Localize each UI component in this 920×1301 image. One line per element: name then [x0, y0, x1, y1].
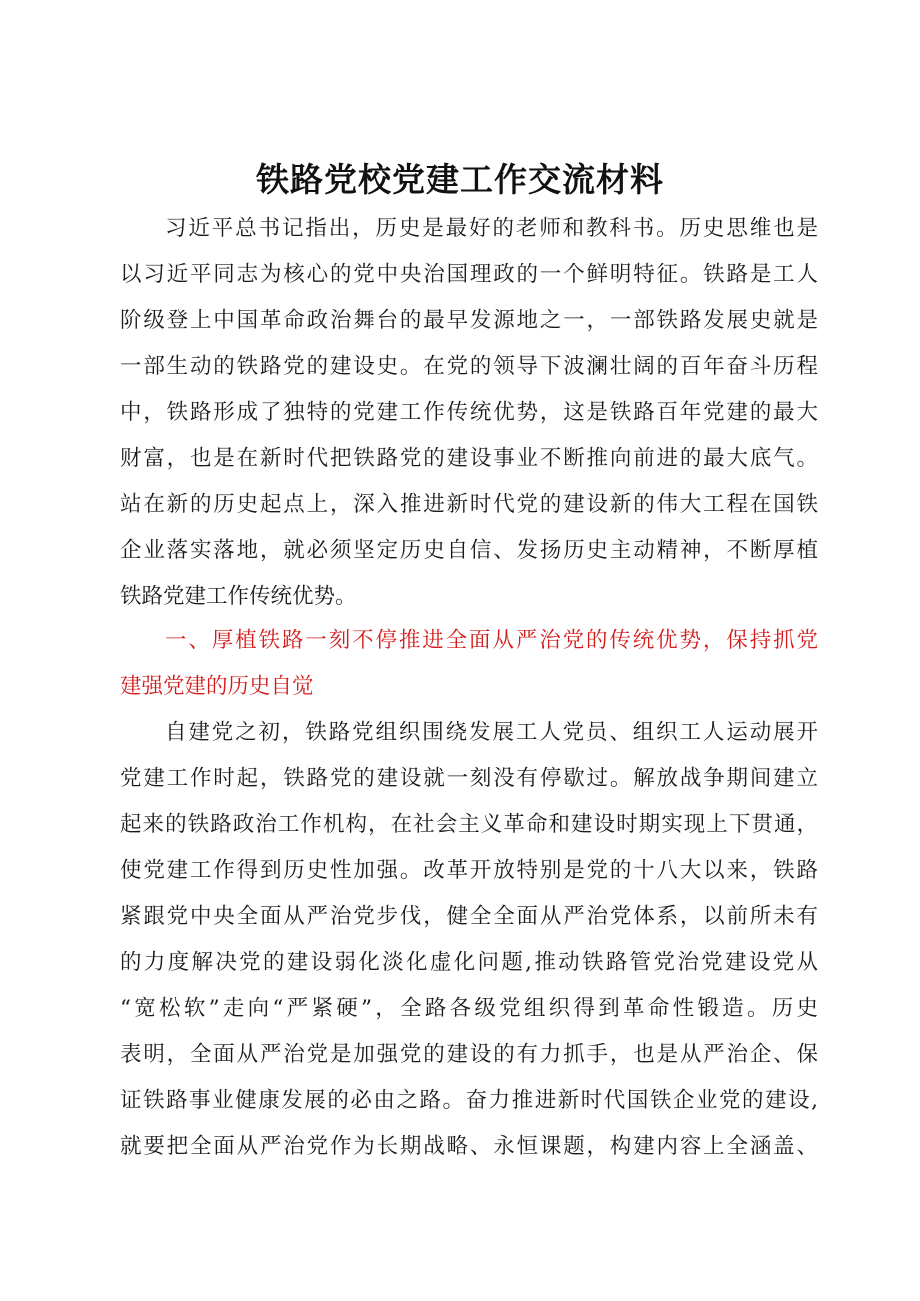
paragraph-line: 铁路党建工作传统优势。	[120, 584, 357, 609]
paragraph-line: 自建党之初，铁路党组织围绕发展工人党员、组织工人运动展开	[165, 720, 818, 745]
paragraph-line: 中，铁路形成了独特的党建工作传统优势，这是铁路百年党建的最大	[120, 400, 818, 425]
paragraph-line: 企业落实落地，就必须坚定历史自信、发扬历史主动精神，不断厚植	[120, 538, 818, 563]
paragraph-line: 就要把全面从严治党作为长期战略、永恒课题，构建内容上全涵盖、	[120, 1134, 818, 1159]
paragraph-line: 使党建工作得到历史性加强。改革开放特别是党的十八大以来，铁路	[120, 858, 818, 883]
section-heading-line: 一、厚植铁路一刻不停推进全面从严治党的传统优势，保持抓党	[165, 628, 818, 653]
section-heading-line: 建强党建的历史自觉	[120, 674, 314, 699]
paragraph-line: 以习近平同志为核心的党中央治国理政的一个鲜明特征。铁路是工人	[120, 262, 818, 287]
paragraph-line: 表明，全面从严治党是加强党的建设的有力抓手，也是从严治企、保	[120, 1042, 818, 1067]
paragraph-line: 站在新的历史起点上，深入推进新时代党的建设新的伟大工程在国铁	[120, 492, 818, 517]
document-title: 铁路党校党建工作交流材料	[256, 160, 664, 199]
paragraph-line: 证铁路事业健康发展的必由之路。奋力推进新时代国铁企业党的建设,	[120, 1088, 818, 1113]
paragraph-line: “宽松软”走向“严紧硬”，全路各级党组织得到革命性锻造。历史	[120, 996, 818, 1021]
paragraph-line: 起来的铁路政治工作机构，在社会主义革命和建设时期实现上下贯通，	[120, 812, 818, 837]
paragraph-line: 阶级登上中国革命政治舞台的最早发源地之一，一部铁路发展史就是	[120, 308, 818, 333]
paragraph-line: 财富，也是在新时代把铁路党的建设事业不断推向前进的最大底气。	[120, 446, 818, 471]
paragraph-line: 紧跟党中央全面从严治党步伐，健全全面从严治党体系，以前所未有	[120, 904, 818, 929]
paragraph-line: 一部生动的铁路党的建设史。在党的领导下波澜壮阔的百年奋斗历程	[120, 354, 818, 379]
paragraph-line: 习近平总书记指出，历史是最好的老师和教科书。历史思维也是	[165, 216, 818, 241]
paragraph-line: 的力度解决党的建设弱化淡化虚化问题,推动铁路管党治党建设党从	[120, 950, 818, 975]
paragraph-line: 党建工作时起，铁路党的建设就一刻没有停歇过。解放战争期间建立	[120, 766, 818, 791]
